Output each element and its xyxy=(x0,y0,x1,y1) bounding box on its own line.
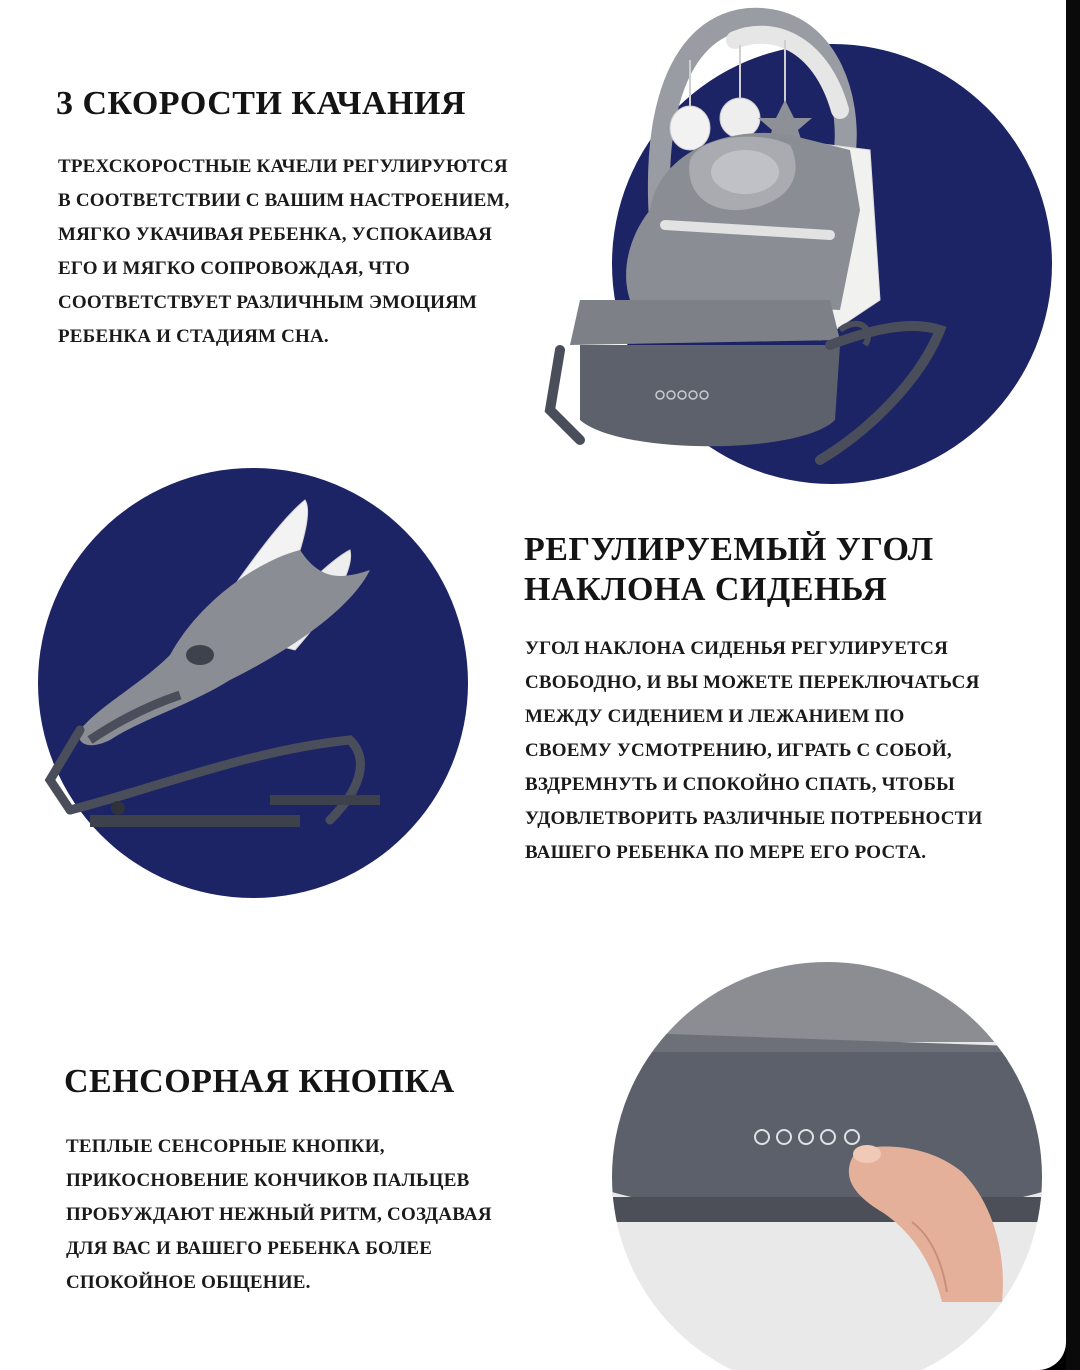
section-title-touch-button: СЕНСОРНАЯ КНОПКА xyxy=(64,1063,455,1100)
baby-bouncer-image xyxy=(540,0,960,470)
section-body-touch-button: ТЕПЛЫЕ СЕНСОРНЫЕ КНОПКИ, ПРИКОСНОВЕНИЕ КОНЧИКОВ ПАЛЬЦЕВ ПРОБУЖДАЮТ НЕЖНЫЙ РИТМ, СОЗДАВАЯ ДЛЯ ВАС И ВАШЕГО РЕБЕНКА БОЛЕЕ СПОКОЙНОЕ ОБЩЕНИЕ. xyxy=(66,1136,492,1293)
circle-background-3 xyxy=(612,962,1042,1370)
section-body-swing-speeds: ТРЕХСКОРОСТНЫЕ КАЧЕЛИ РЕГУЛИРУЮТСЯ В СООТВЕТСТВИИ С ВАШИМ НАСТРОЕНИЕМ, МЯГКО УКАЧИВАЯ РЕБЕНКА, УСПОКАИВАЯ ЕГО И МЯГКО СОПРОВОЖДАЯ, ЧТО СООТВЕТСТВУЕТ РАЗЛИЧНЫМ ЭМОЦИЯМ РЕБЕНКА И СТАДИЯМ СНА. xyxy=(58,156,510,347)
section-body-seat-angle: УГОЛ НАКЛОНА СИДЕНЬЯ РЕГУЛИРУЕТСЯ СВОБОДНО, И ВЫ МОЖЕТЕ ПЕРЕКЛЮЧАТЬСЯ МЕЖДУ СИДЕНИЕМ И ЛЕЖАНИЕМ ПО СВОЕМУ УСМОТРЕНИЮ, ИГРАТЬ С СОБОЙ, ВЗДРЕМНУТЬ И СПОКОЙНО СПАТЬ, ЧТОБЫ УДОВЛЕТВОРИТЬ РАЗЛИЧНЫЕ ПОТРЕБНОСТИ ВАШЕГО РЕБЕНКА ПО МЕРЕ ЕГО РОСТА. xyxy=(525,638,983,863)
bouncer-side-view-image xyxy=(30,490,410,850)
touch-panel-image xyxy=(612,962,1042,1370)
section-title-swing-speeds: 3 СКОРОСТИ КАЧАНИЯ xyxy=(56,85,466,122)
section-title-seat-angle: РЕГУЛИРУЕМЫЙ УГОЛ НАКЛОНА СИДЕНЬЯ xyxy=(524,531,934,609)
window-edge xyxy=(1066,0,1080,1370)
